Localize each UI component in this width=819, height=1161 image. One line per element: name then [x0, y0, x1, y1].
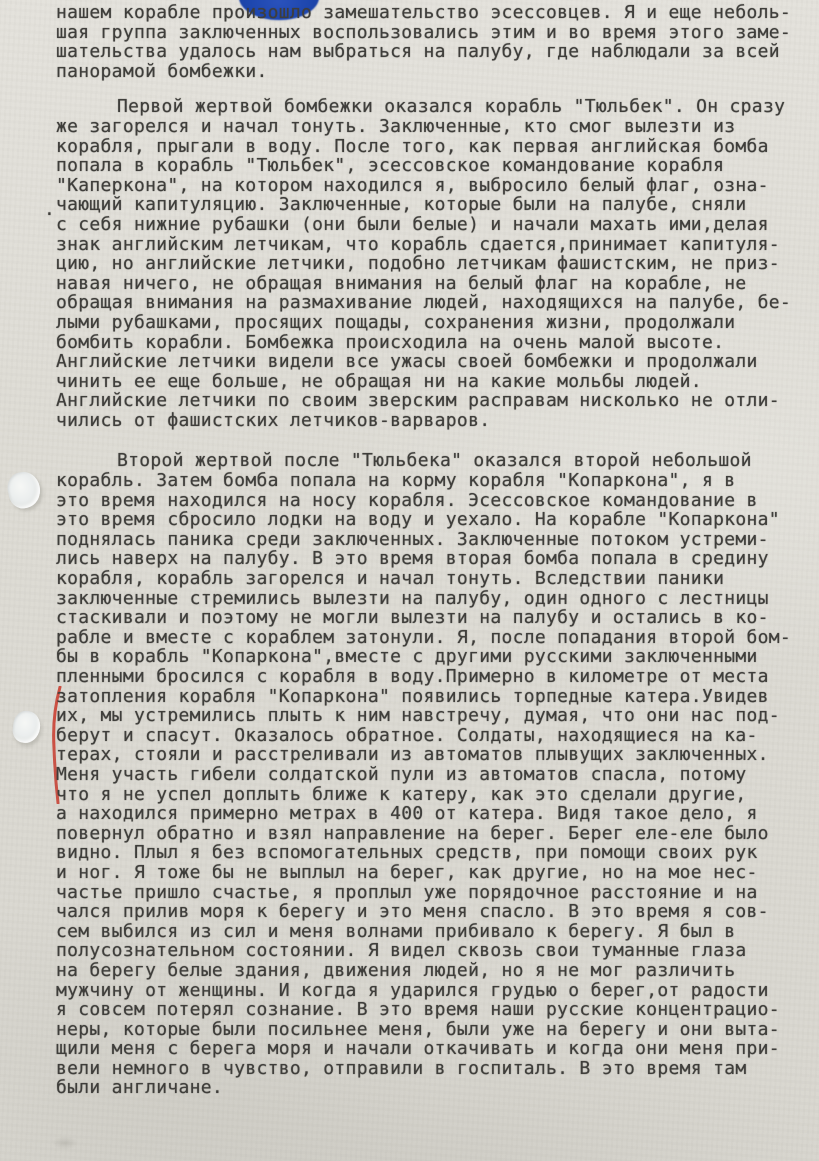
- paper-smudge: [52, 1136, 78, 1150]
- text-line: на берегу белые здания, движения людей, но я не мог различить: [56, 959, 736, 981]
- typewritten-text: [56, 3, 814, 1098]
- paragraph: [56, 451, 814, 1098]
- text-line: чался прилив моря к берегу и это меня спасло. В это время я сов-: [56, 901, 769, 923]
- text-line: Английские летчики по своим зверским расправам нисколько не отли-: [56, 390, 780, 412]
- text-line: и ног. Я тоже бы не выплыл на берег, как другие, но на мое нес-: [56, 861, 758, 883]
- paragraph: [56, 97, 814, 430]
- text-line: мужчину от женщины. И когда я ударился грудью о берег,от радости: [56, 979, 769, 1001]
- text-line: попала в корабль "Тюльбек", эсессовское командование корабля: [56, 155, 725, 177]
- text-line: повернул обратно и взял направление на берег. Берег еле-еле было: [56, 822, 769, 844]
- text-line: же загорелся и начал тонуть. Заключенные, кто смог вылезти из: [56, 115, 736, 137]
- text-line: чающий капитуляцию. Заключенные, которые были на палубе, сняли: [56, 194, 747, 216]
- text-line: поднялась паника среди заключенных. Заключенные потоком устреми-: [56, 528, 769, 550]
- text-line: щили меня с берега моря и начали откачивать и когда они меня при-: [56, 1038, 780, 1060]
- text-line: обращая внимания на размахивание людей, находящихся на палубе, бе-: [56, 292, 792, 314]
- text-line: бомбить корабли. Бомбежка происходила на очень малой высоте.: [56, 331, 725, 353]
- text-line: бы в корабль "Копаркона",вместе с другими русскими заключенными: [56, 646, 758, 668]
- text-line: затопления корабля "Копаркона" появились торпедные катера.Увидев: [56, 685, 769, 707]
- text-line: чинить ее еще больше, не обращая ни на какие мольбы людей.: [56, 370, 702, 392]
- text-line: что я не успел доплыть ближе к катеру, как это сделали другие,: [56, 783, 747, 805]
- text-line: с себя нижние рубашки (они были белые) и начали махать ими,делая: [56, 213, 769, 235]
- stray-mark: .: [44, 199, 55, 220]
- text-line: это время сбросило лодки на воду и уехало. На корабле "Копаркона": [56, 509, 780, 531]
- text-line: стаскивали и поэтому не могли вылезти на палубу и остались в ко-: [56, 607, 769, 629]
- paragraph: [56, 3, 814, 81]
- paper-hole-lower: [11, 709, 42, 744]
- text-line: частье пришло счастье, я проплыл уже порядочное расстояние и на: [56, 881, 758, 903]
- text-line: пленными бросился с корабля в воду.Примерно в километре от места: [56, 666, 769, 687]
- text-line: я совсем потерял сознание. В это время наши русские концентрацио-: [56, 999, 780, 1021]
- text-line: заключенные стремились вылезти на палубу, один одного с лестницы: [56, 587, 769, 609]
- text-line: лыми рубашками, просящих пощады, сохранения жизни, продолжали: [56, 311, 736, 333]
- text-line: навая ничего, не обращая внимания на белый флаг на корабле, не: [56, 272, 747, 294]
- text-line: полусознательном состоянии. Я видел сквозь свои туманные глаза: [56, 940, 747, 962]
- text-line: видно. Плыл я без вспомогательных средств, при помощи своих рук: [56, 842, 758, 864]
- text-line: шая группа заключенных воспользовались этим и во время этого заме-: [56, 21, 792, 43]
- text-line: чились от фашистских летчиков-варваров.: [56, 409, 491, 431]
- text-line: знак английским летчикам, что корабль сдается,принимает капитуля-: [56, 233, 780, 255]
- paper-hole-upper: [5, 469, 44, 511]
- text-line: а находился примерно метрах в 400 от катера. Видя такое дело, я: [56, 803, 758, 825]
- text-line: Меня участь гибели солдатской пули из автоматов спасла, потому: [56, 763, 747, 785]
- text-line: лись наверх на палубу. В это время вторая бомба попала в средину: [56, 548, 769, 570]
- text-line: Второй жертвой после "Тюльбека" оказался второй небольшой: [117, 450, 752, 472]
- text-line: корабль. Затем бомба попала на корму корабля "Копаркона", я в: [56, 470, 736, 492]
- text-line: корабля, прыгали в воду. После того, как первая английская бомба: [56, 135, 769, 157]
- text-line: панорамой бомбежки.: [56, 60, 268, 82]
- text-line: терах, стояли и расстреливали из автоматов плывущих заключенных.: [56, 744, 769, 766]
- text-line: берут и спасут. Оказалось обратное. Солдаты, находящиеся на ка-: [56, 724, 758, 746]
- text-line: это время находился на носу корабля. Эсессовское командование в: [56, 489, 758, 511]
- text-line: "Каперкона", на котором находился я, выбросило белый флаг, озна-: [56, 174, 769, 196]
- text-line: рабле и вместе с кораблем затонули. Я, после попадания второй бом-: [56, 626, 792, 648]
- text-line: их, мы устремились плыть к ним навстречу, думая, что они нас под-: [56, 705, 780, 727]
- text-line: Первой жертвой бомбежки оказался корабль "Тюльбек". Он сразу: [117, 96, 786, 118]
- text-line: вели немного в чувство, отправили в госпиталь. В это время там: [56, 1057, 747, 1079]
- text-line: цию, но английские летчики, подобно летчикам фашистским, не приз-: [56, 253, 780, 275]
- text-line: корабля, корабль загорелся и начал тонуть. Вследствии паники: [56, 568, 725, 590]
- text-line: шательства удалось нам выбраться на палубу, где наблюдали за всей: [56, 41, 780, 63]
- text-line: неры, которые были посильнее меня, были уже на берегу и они выта-: [56, 1018, 780, 1040]
- text-line: сем выбился из сил и меня волнами прибивало к берегу. Я был в: [56, 920, 736, 942]
- text-line: нашем корабле произошло замешательство эсессовцев. Я и еще неболь-: [56, 2, 792, 23]
- text-line: были англичане.: [56, 1077, 224, 1099]
- text-line: Английские летчики видели все ужасы своей бомбежки и продолжали: [56, 351, 758, 373]
